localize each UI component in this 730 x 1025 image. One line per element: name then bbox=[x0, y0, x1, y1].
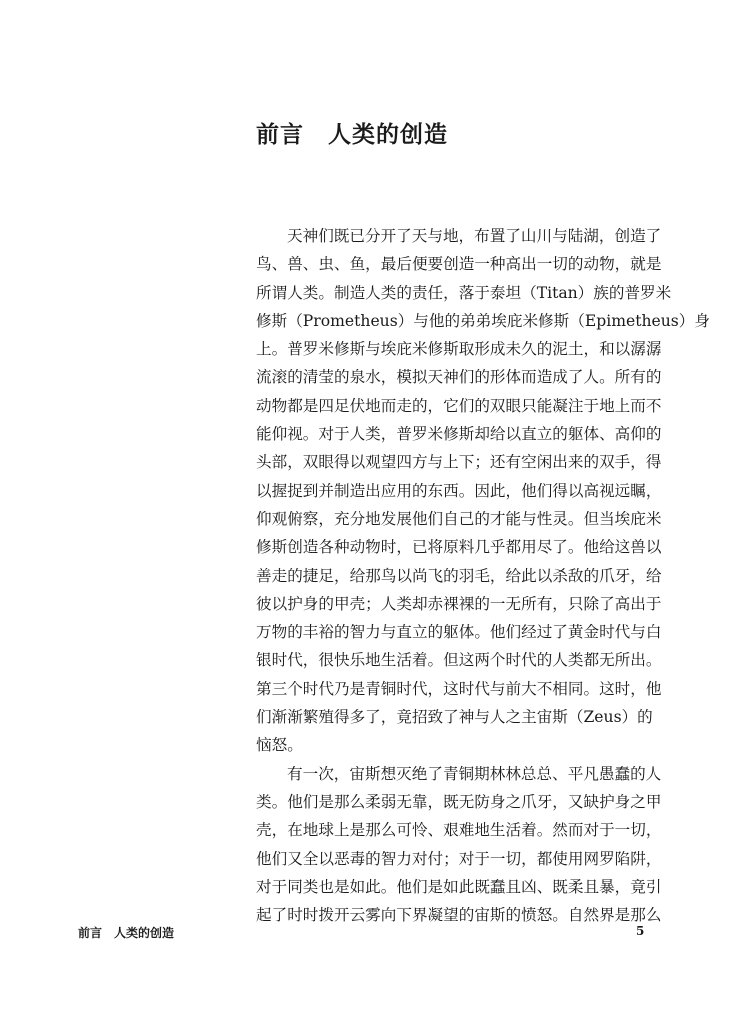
page-number: 5 bbox=[636, 924, 645, 938]
paragraph-line: 万物的丰裕的智力与直立的躯体。他们经过了黄金时代与白 bbox=[256, 623, 662, 642]
paragraph-line: 上。普罗米修斯与埃庇米修斯取形成未久的泥土，和以潺潺 bbox=[256, 340, 662, 359]
paragraph-line: 所谓人类。制造人类的责任，落于泰坦（Titan）族的普罗米 bbox=[256, 283, 672, 302]
paragraph-line: 以握捉到并制造出应用的东西。因此，他们得以高视远瞩， bbox=[256, 481, 662, 500]
body-text bbox=[256, 222, 710, 929]
paragraph-line: 他们又全以恶毒的智力对付；对于一切，都使用网罗陷阱， bbox=[256, 849, 662, 868]
paragraph-line: 们渐渐繁殖得多了，竟招致了神与人之主宙斯（Zeus）的 bbox=[256, 708, 653, 727]
paragraph-line: 银时代，很快乐地生活着。但这两个时代的人类都无所出。 bbox=[256, 651, 662, 670]
paragraph-line: 修斯（Prometheus）与他的弟弟埃庇米修斯（Epimetheus）身 bbox=[256, 311, 710, 330]
paragraph-line: 修斯创造各种动物时，已将原料几乎都用尽了。他给这兽以 bbox=[256, 538, 662, 557]
paragraph-line: 头部，双眼得以观望四方与上下；还有空闲出来的双手，得 bbox=[256, 453, 662, 472]
paragraph-line: 有一次，宙斯想灭绝了青铜期林林总总、平凡愚蠢的人 bbox=[287, 764, 662, 783]
paragraph-line: 仰观俯察，充分地发展他们自己的才能与性灵。但当埃庇米 bbox=[256, 509, 662, 528]
paragraph-line: 善走的捷足，给那鸟以尚飞的羽毛，给此以杀敌的爪牙，给 bbox=[256, 566, 662, 585]
paragraph-line: 天神们既已分开了天与地，布置了山川与陆湖，创造了 bbox=[287, 227, 662, 245]
paragraph-line: 流滚的清莹的泉水，模拟天神们的形体而造成了人。所有的 bbox=[256, 368, 662, 387]
paragraph-line: 第三个时代乃是青铜时代，这时代与前大不相同。这时，他 bbox=[256, 679, 662, 698]
paragraph-line: 恼怒。 bbox=[256, 736, 303, 755]
paragraph-line: 对于同类也是如此。他们是如此既蠢且凶、既柔且暴，竟引 bbox=[256, 877, 662, 896]
page-title: 前言 人类的创造 bbox=[256, 121, 448, 148]
paragraph-line: 能仰视。对于人类，普罗米修斯却给以直立的躯体、高仰的 bbox=[256, 425, 662, 444]
paragraph-line: 动物都是四足伏地而走的，它们的双眼只能凝注于地上而不 bbox=[256, 396, 662, 415]
paragraph-line: 壳，在地球上是那么可怜、艰难地生活着。然而对于一切， bbox=[256, 821, 662, 840]
paragraph-line: 彼以护身的甲壳；人类却赤裸裸的一无所有，只除了高出于 bbox=[256, 594, 662, 613]
running-title: 前言 人类的创造 bbox=[78, 926, 175, 940]
paragraph-line: 起了时时拨开云雾向下界凝望的宙斯的愤怒。自然界是那么 bbox=[256, 906, 662, 925]
paragraph-line: 类。他们是那么柔弱无靠，既无防身之爪牙，又缺护身之甲 bbox=[256, 792, 662, 811]
paragraph-line: 鸟、兽、虫、鱼，最后便要创造一种高出一切的动物，就是 bbox=[256, 255, 662, 274]
